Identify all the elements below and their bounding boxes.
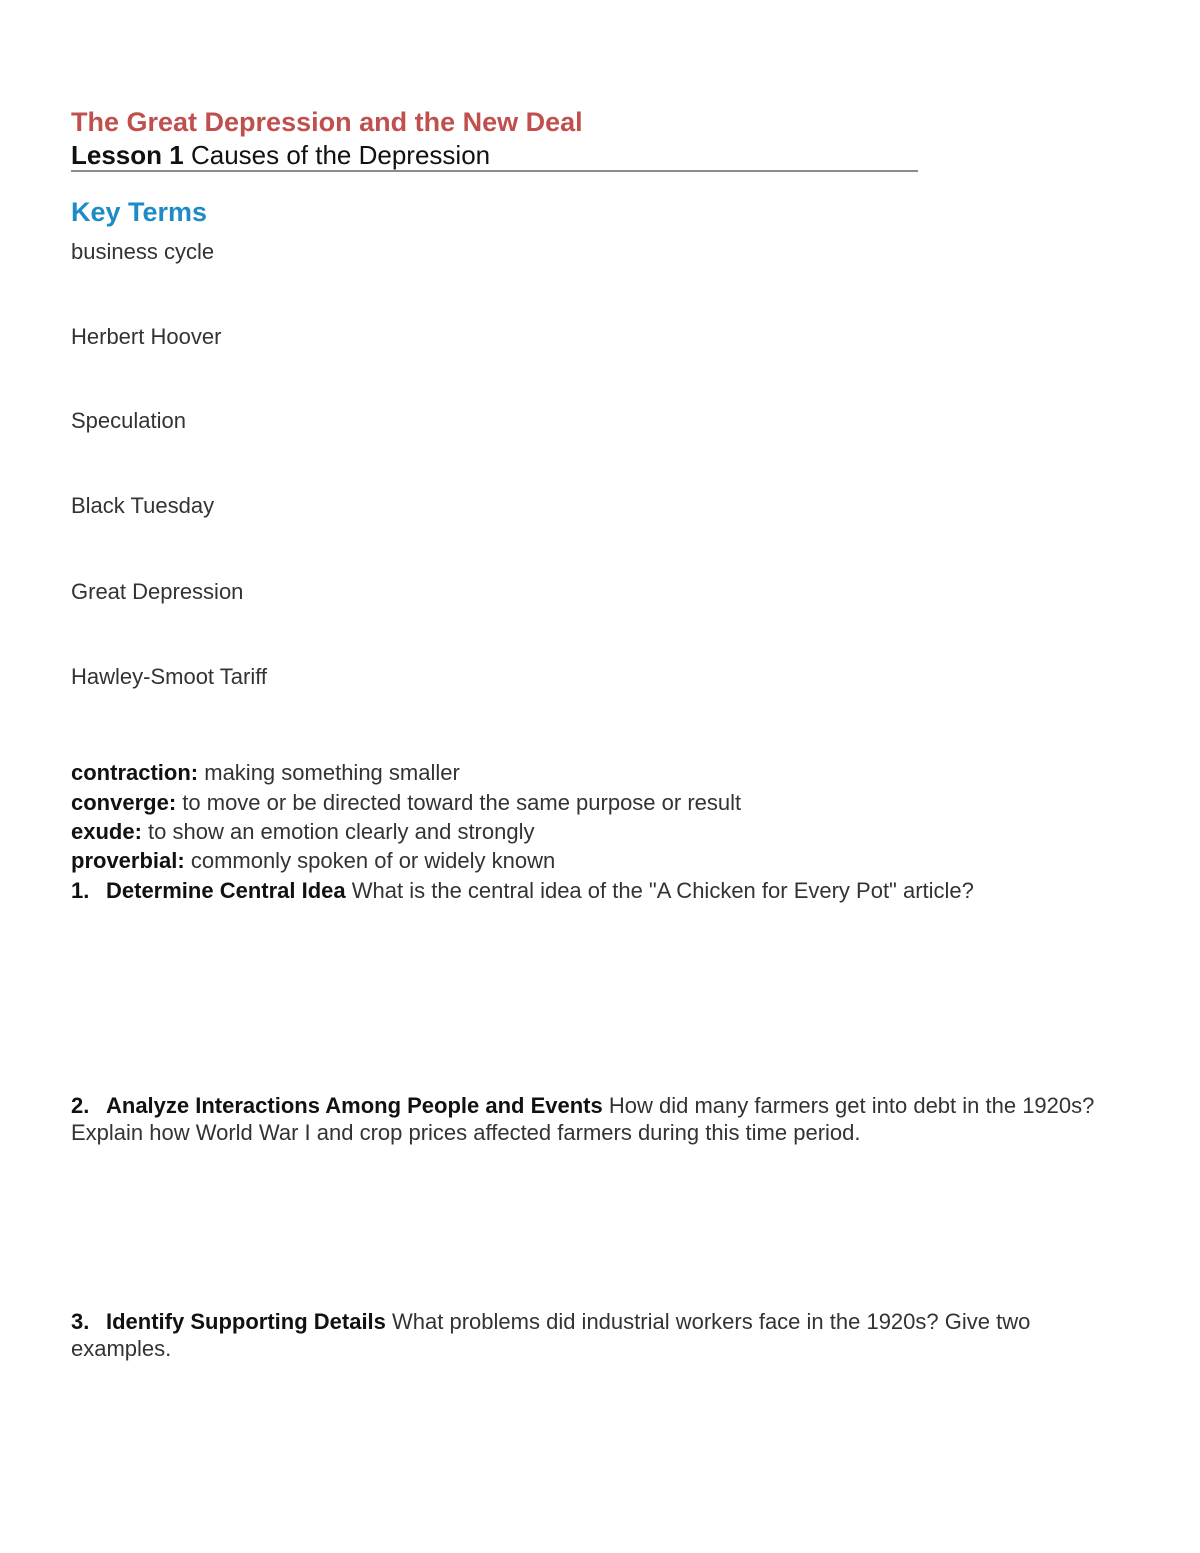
lesson-title: Causes of the Depression [190, 140, 491, 170]
vocabulary-entry [71, 819, 534, 845]
vocabulary-entry [71, 848, 555, 874]
key-term-item: Great Depression [71, 579, 244, 604]
lesson-heading [71, 139, 490, 171]
key-term-item: Speculation [71, 408, 186, 433]
question-text: What is the central idea of the "A Chicken for Every Pot" article? [351, 878, 974, 903]
key-term-item: Black Tuesday [71, 493, 215, 518]
key-terms-heading: Key Terms [71, 197, 208, 227]
vocabulary-definition: commonly spoken of or widely known [190, 848, 556, 873]
question-skill: Analyze Interactions Among People and Events [106, 1093, 603, 1118]
question-2 [71, 1092, 1131, 1146]
vocabulary-term: converge: [71, 790, 177, 815]
question-skill: Determine Central Idea [106, 878, 346, 903]
question-skill: Identify Supporting Details [106, 1309, 386, 1334]
lesson-label: Lesson 1 [71, 140, 184, 170]
question-number: 3. [71, 1309, 90, 1334]
vocabulary-definition: making something smaller [204, 760, 460, 785]
question-text: What problems did industrial workers face in the 1920s? Give two examples. [71, 1309, 1031, 1361]
key-term-item: business cycle [71, 239, 215, 264]
vocabulary-entry [71, 790, 741, 816]
vocabulary-term: exude: [71, 819, 142, 844]
question-number: 2. [71, 1093, 90, 1118]
vocabulary-term: proverbial: [71, 848, 185, 873]
header-divider [71, 170, 918, 172]
vocabulary-definition: to show an emotion clearly and strongly [148, 819, 535, 844]
question-text: How did many farmers get into debt in the 1920s? Explain how World War I and crop prices affected farmers during this time period. [71, 1093, 1095, 1145]
question-3 [71, 1308, 1131, 1362]
question-1 [71, 877, 1131, 904]
key-term-item: Hawley-Smoot Tariff [71, 664, 268, 689]
vocabulary-definition: to move or be directed toward the same purpose or result [182, 790, 742, 815]
vocabulary-term: contraction: [71, 760, 199, 785]
question-number: 1. [71, 878, 90, 903]
key-term-item: Herbert Hoover [71, 324, 222, 349]
vocabulary-entry [71, 760, 460, 786]
document-title: The Great Depression and the New Deal [71, 107, 583, 137]
